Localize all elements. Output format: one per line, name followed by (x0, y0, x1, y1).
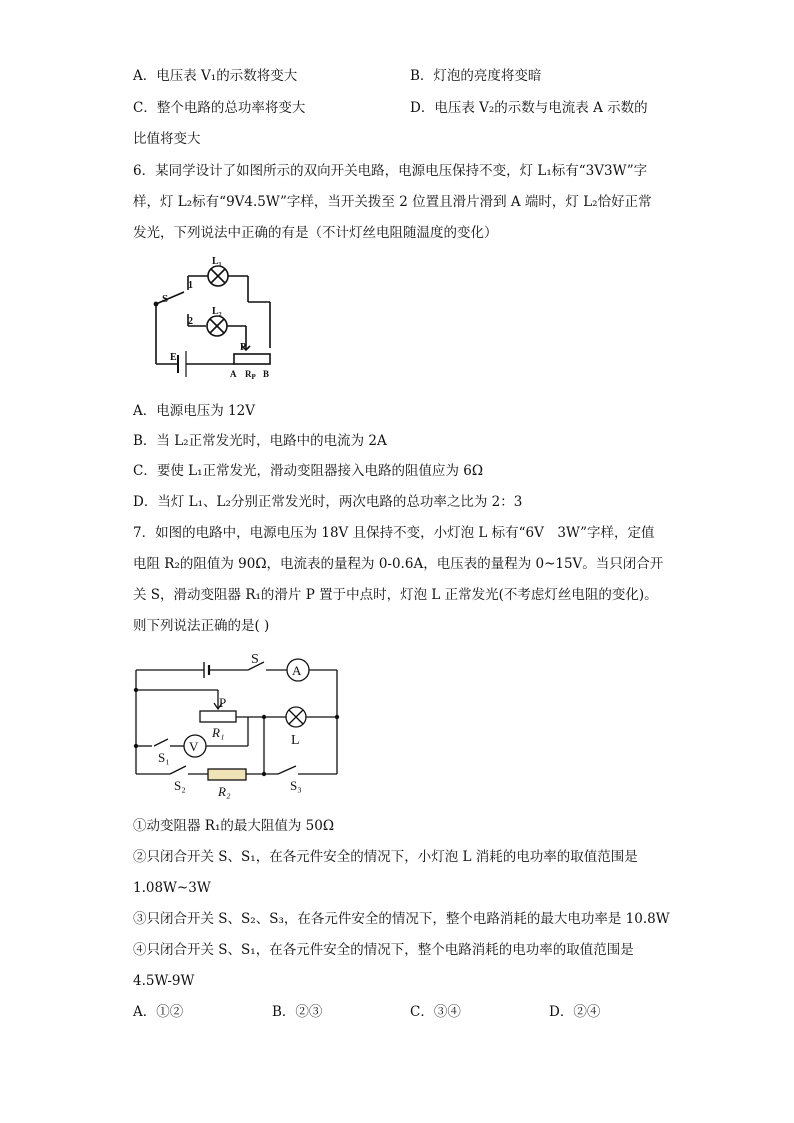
q6-circuit-diagram (148, 252, 280, 384)
q6-switch-label: S (162, 293, 169, 305)
q7-option-a: A．①② (133, 1004, 184, 1020)
q7-r2-label: R₂ (218, 784, 231, 799)
q7-statement-4: ④只闭合开关 S、S₁，在各元件安全的情况下，整个电路消耗的电功率的取值范围是 (133, 942, 634, 958)
q6-lamp-1-label: L₁ (212, 256, 222, 267)
q7-stem-line-2: 电阻 R₂的阻值为 90Ω，电流表的量程为 0-0.6A，电压表的量程为 0~15V。当只闭合开 (133, 556, 664, 572)
q7-s3-label: S₃ (290, 778, 302, 793)
q6-position-2-label: 2 (188, 316, 193, 327)
q7-statement-1: ①动变阻器 R₁的最大阻值为 50Ω (133, 818, 335, 834)
q7-s2-label: S₂ (174, 778, 186, 793)
q6-rheostat-label: $R_P$ (245, 369, 256, 381)
q6-option-a: A．电源电压为 12V (133, 403, 255, 419)
q7-option-b: B．②③ (272, 1004, 323, 1020)
q7-statement-2-continued: 1.08W~3W (133, 880, 211, 896)
q6-stem-line-2: 样，灯 L₂标有“9V4.5W”字样，当开关拨至 2 位置且滑片滑到 A 端时，灯 L₂恰好正常 (133, 194, 652, 210)
q6-battery-label: E (170, 352, 177, 363)
q6-lamp-2-label: L₂ (212, 306, 222, 317)
q7-statement-4-continued: 4.5W-9W (133, 973, 195, 989)
q7-option-d: D．②④ (549, 1004, 601, 1020)
q7-lamp-label: L (291, 733, 300, 748)
q6-option-b: B．当 L₂正常发光时，电路中的电流为 2A (133, 433, 387, 449)
q7-s1-label: S₁ (158, 750, 170, 765)
q6-option-c: C．要使 L₁正常发光，滑动变阻器接入电路的阻值应为 6Ω (133, 463, 484, 479)
q5-option-d: D．电压表 V₂的示数与电流表 A 示数的 (410, 100, 648, 116)
q6-position-1-label: 1 (188, 280, 193, 291)
q7-circuit-diagram (128, 648, 348, 800)
q7-option-c: C．③④ (410, 1004, 461, 1020)
q7-statement-3: ③只闭合开关 S、S₂、S₃，在各元件安全的情况下，整个电路消耗的最大电功率是 10.8W (133, 911, 670, 927)
q6-stem-line-3: 发光，下列说法中正确的有是（不计灯丝电阻随温度的变化） (133, 225, 498, 241)
q7-stem-line-1: 7．如图的电路中，电源电压为 18V 且保持不变，小灯泡 L 标有“6V 3W”字样，定值 (133, 525, 655, 541)
q7-stem-line-3: 关 S，滑动变阻器 R₁的滑片 P 置于中点时，灯泡 L 正常发光(不考虑灯丝电阻的变化)。 (133, 587, 658, 603)
q6-stem-line-1: 6．某同学设计了如图所示的双向开关电路，电源电压保持不变，灯 L₁标有“3V3W”字 (133, 163, 648, 179)
q5-option-c: C．整个电路的总功率将变大 (133, 100, 306, 116)
q7-r1-label: R₁ (212, 725, 225, 740)
q6-end-a-label: A (230, 369, 237, 379)
q7-statement-2: ②只闭合开关 S、S₁，在各元件安全的情况下，小灯泡 L 消耗的电功率的取值范围是 (133, 849, 638, 865)
q5-option-a: A．电压表 V₁的示数将变大 (133, 68, 298, 84)
q7-switch-s-label: S (251, 652, 259, 667)
q6-option-d: D．当灯 L₁、L₂分别正常发光时，两次电路的总功率之比为 2：3 (133, 494, 523, 510)
q5-option-d-continued: 比值将变大 (133, 131, 201, 147)
q6-slider-label: P (240, 342, 247, 353)
q7-voltmeter-label: V (189, 739, 199, 754)
q7-ammeter-label: A (292, 663, 302, 678)
q6-end-b-label: B (263, 369, 270, 379)
q7-stem-line-4: 则下列说法正确的是( ) (133, 618, 270, 634)
q7-slider-label: P (219, 695, 227, 710)
q5-option-b: B．灯泡的亮度将变暗 (410, 68, 542, 84)
